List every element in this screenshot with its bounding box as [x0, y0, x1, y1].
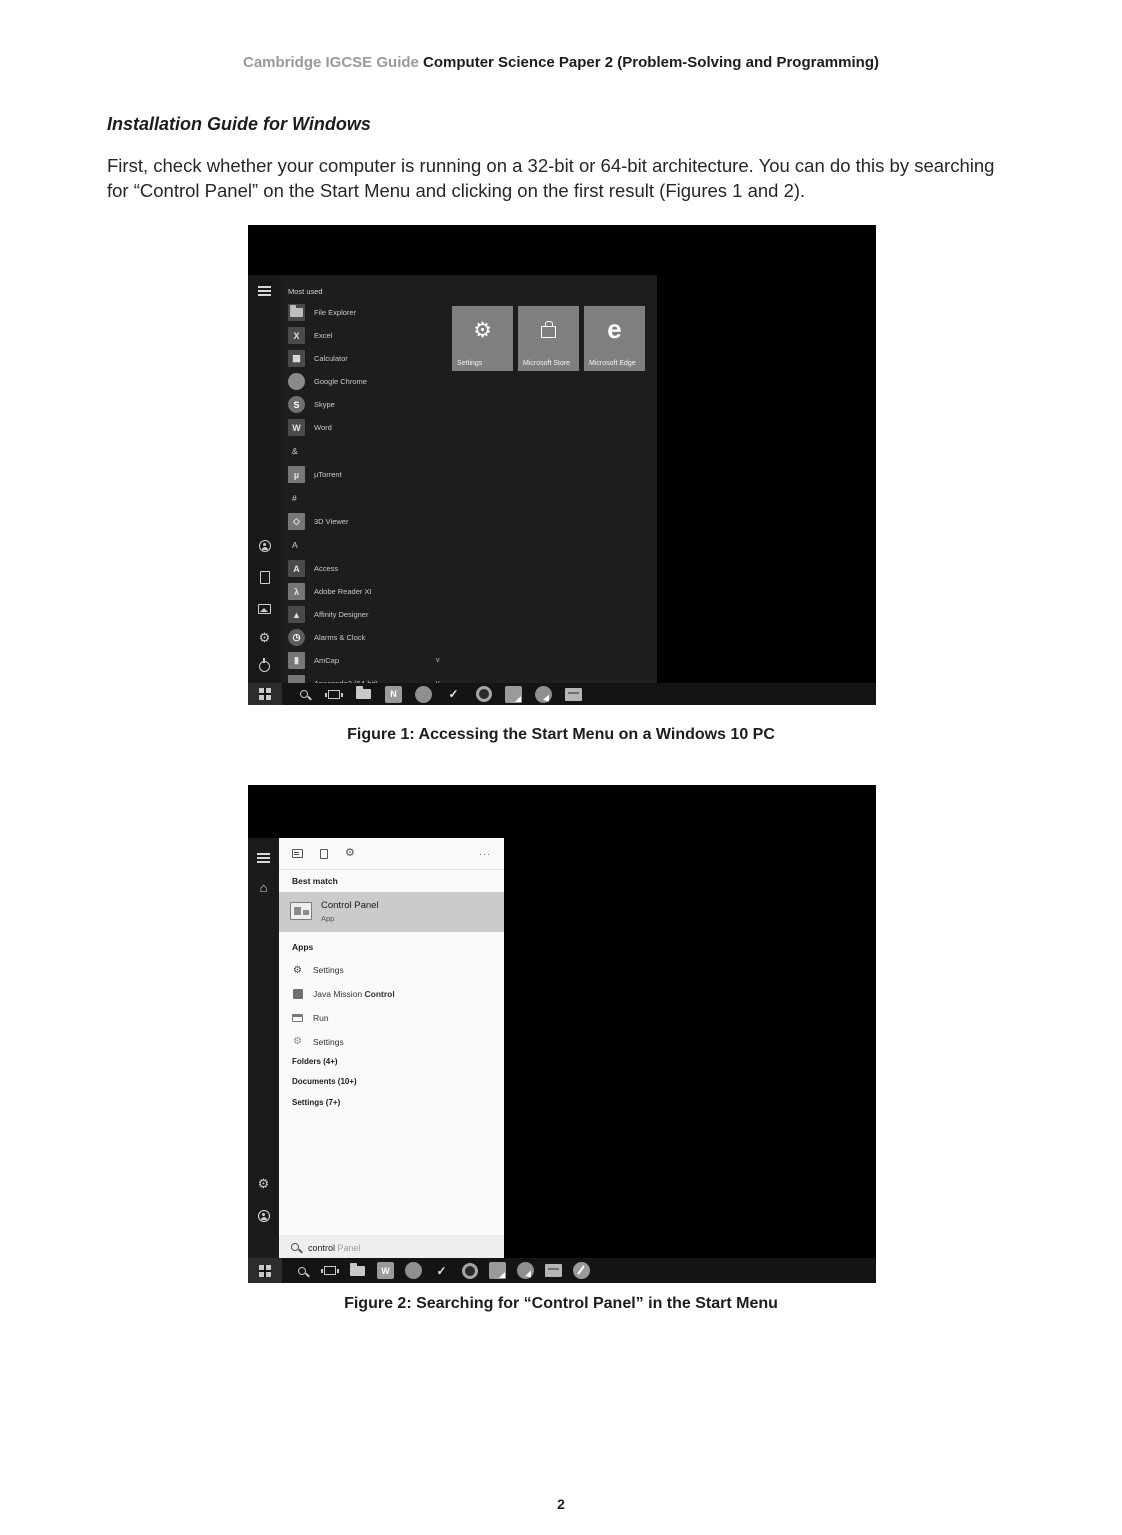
brush-app-icon[interactable] — [573, 1262, 590, 1279]
windows-logo-icon — [259, 1265, 271, 1277]
header-paper-title: Computer Science Paper 2 (Problem-Solving and Programming) — [423, 54, 879, 71]
pictures-icon[interactable] — [257, 601, 272, 616]
taskbar — [248, 683, 876, 705]
run-icon — [292, 1013, 303, 1024]
page-number: 2 — [557, 1496, 565, 1512]
browser-icon[interactable] — [405, 1262, 422, 1279]
app-item-google-chrome[interactable]: Google Chrome — [288, 370, 440, 393]
excel-icon: X — [288, 327, 305, 344]
alarms-clock-icon: ◷ — [288, 629, 305, 646]
word-icon: W — [288, 419, 305, 436]
java-mission-control-icon — [292, 989, 303, 1000]
figure1-caption: Figure 1: Accessing the Start Menu on a Windows 10 PC — [347, 726, 775, 743]
utorrent-icon: µ — [288, 466, 305, 483]
pointer-app-icon[interactable] — [535, 686, 552, 703]
search-icon[interactable] — [295, 690, 312, 698]
search-rail — [248, 838, 279, 1258]
app-item-alarms-clock[interactable]: ◷ Alarms & Clock — [288, 626, 440, 649]
search-panel — [279, 838, 504, 1258]
home-icon[interactable]: ⌂ — [259, 880, 268, 895]
viewer-3d-icon: ◇ — [288, 513, 305, 530]
tile-microsoft-edge[interactable]: e Microsoft Edge — [584, 306, 645, 371]
power-icon[interactable] — [257, 659, 272, 674]
app-item-amcap[interactable]: ▮ AmCap ˅ — [288, 649, 440, 672]
search-filter-tabs — [279, 838, 504, 870]
card-app-icon[interactable] — [545, 1262, 562, 1279]
check-app-icon[interactable]: ✓ — [436, 1263, 447, 1278]
app-item-utorrent[interactable]: µ µTorrent — [288, 463, 440, 486]
result-settings-2[interactable]: ⚙ Settings — [293, 1036, 344, 1047]
search-icon[interactable] — [293, 1267, 310, 1275]
taskbar — [248, 1258, 876, 1283]
app-item-3d-viewer[interactable]: ◇ 3D Viewer — [288, 510, 440, 533]
section-title: Installation Guide for Windows — [107, 114, 371, 134]
documents-icon[interactable] — [257, 570, 272, 585]
result-java-mission-control[interactable]: Java Mission Control — [279, 984, 504, 1004]
start-menu-panel — [248, 275, 657, 683]
best-match-title: Control Panel — [321, 900, 379, 911]
start-button[interactable] — [248, 683, 282, 705]
settings-gear-icon: ⚙ — [293, 964, 302, 976]
settings-icon[interactable]: ⚙ — [258, 630, 271, 645]
menu-icon[interactable] — [257, 283, 272, 298]
section-header-a[interactable]: A — [292, 540, 298, 550]
file-explorer-icon[interactable] — [355, 686, 372, 703]
header-guide-name: Cambridge IGCSE Guide — [243, 54, 419, 71]
browser-icon[interactable] — [415, 686, 432, 703]
app-list — [288, 287, 440, 695]
app-item-file-explorer[interactable]: File Explorer — [288, 301, 440, 324]
group-header-settings[interactable]: Settings (7+) — [292, 1098, 341, 1107]
adobe-reader-icon: λ — [288, 583, 305, 600]
user-avatar-icon[interactable] — [257, 538, 272, 553]
amcap-icon: ▮ — [288, 652, 305, 669]
calculator-icon: ▦ — [288, 350, 305, 367]
app-item-calculator[interactable]: ▦ Calculator — [288, 347, 440, 370]
tile-group — [452, 306, 645, 371]
best-match-subtitle: App — [321, 914, 335, 923]
pointer-app-icon[interactable] — [517, 1262, 534, 1279]
onenote-icon[interactable]: N — [385, 686, 402, 703]
section-header-ampersand[interactable]: & — [292, 446, 298, 456]
app-item-affinity-designer[interactable]: ▲ Affinity Designer — [288, 603, 440, 626]
control-panel-icon — [290, 902, 312, 920]
windows-logo-icon — [259, 688, 271, 700]
task-view-icon[interactable] — [325, 690, 342, 699]
ring-app-icon[interactable] — [461, 1262, 478, 1279]
search-input[interactable]: control Panel — [279, 1235, 504, 1258]
tile-microsoft-store[interactable]: Microsoft Store — [518, 306, 579, 371]
figure1-screenshot — [248, 225, 876, 705]
figure2-caption: Figure 2: Searching for “Control Panel” in the Start Menu — [344, 1295, 778, 1312]
file-explorer-icon — [288, 304, 305, 321]
settings-gear-icon: ⚙ — [473, 319, 492, 342]
app-item-access[interactable]: A Access — [288, 557, 440, 580]
chrome-icon — [288, 373, 305, 390]
ring-app-icon[interactable] — [475, 686, 492, 703]
tile-settings[interactable]: ⚙ Settings — [452, 306, 513, 371]
page-header — [0, 54, 1122, 71]
best-match-result[interactable] — [279, 892, 504, 932]
group-header-folders[interactable]: Folders (4+) — [292, 1057, 338, 1066]
card-app-icon[interactable] — [565, 686, 582, 703]
apps-filter-icon[interactable] — [292, 849, 303, 858]
menu-icon[interactable] — [256, 850, 271, 865]
start-menu-rail — [248, 275, 281, 683]
app-item-adobe-reader[interactable]: λ Adobe Reader XI — [288, 580, 440, 603]
section-header-hash[interactable]: # — [292, 493, 297, 503]
app-item-excel[interactable]: X Excel — [288, 324, 440, 347]
settings-filter-icon[interactable]: ⚙ — [345, 847, 355, 859]
most-used-label: Most used — [288, 287, 323, 296]
task-view-icon[interactable] — [321, 1266, 338, 1275]
feedback-icon[interactable] — [256, 1208, 271, 1223]
edge-e-icon: e — [607, 314, 622, 344]
figure2-screenshot — [248, 785, 876, 1283]
check-app-icon[interactable]: ✓ — [448, 687, 459, 701]
start-button[interactable] — [248, 1258, 282, 1283]
shortcut-folder-icon[interactable] — [489, 1262, 506, 1279]
settings-outline-icon: ⚙ — [293, 1036, 302, 1047]
store-bag-icon — [541, 326, 556, 338]
settings-icon[interactable]: ⚙ — [257, 1176, 270, 1191]
expand-chevron-icon[interactable]: ˅ — [435, 656, 440, 665]
result-settings[interactable]: ⚙ Settings — [293, 964, 344, 976]
group-header-documents[interactable]: Documents (10+) — [292, 1077, 357, 1086]
body-paragraph: First, check whether your computer is running on a 32-bit or 64-bit architecture. You can do this by searching for “Control Panel” on the Start Menu and clicking on the first result (Figures 1 and 2). — [107, 155, 995, 201]
search-icon — [291, 1243, 299, 1251]
file-explorer-icon[interactable] — [349, 1262, 366, 1279]
apps-group-label: Apps — [292, 942, 314, 952]
best-match-label: Best match — [292, 876, 338, 886]
more-options-icon[interactable]: ··· — [479, 848, 491, 859]
shortcut-folder-icon[interactable] — [505, 686, 522, 703]
app-item-word[interactable]: W Word — [288, 416, 440, 439]
word-icon[interactable]: W — [377, 1262, 394, 1279]
result-run[interactable]: Run — [279, 1008, 504, 1028]
documents-filter-icon[interactable] — [320, 849, 328, 859]
access-icon: A — [288, 560, 305, 577]
app-item-skype[interactable]: S Skype — [288, 393, 440, 416]
affinity-designer-icon: ▲ — [288, 606, 305, 623]
skype-icon: S — [288, 396, 305, 413]
